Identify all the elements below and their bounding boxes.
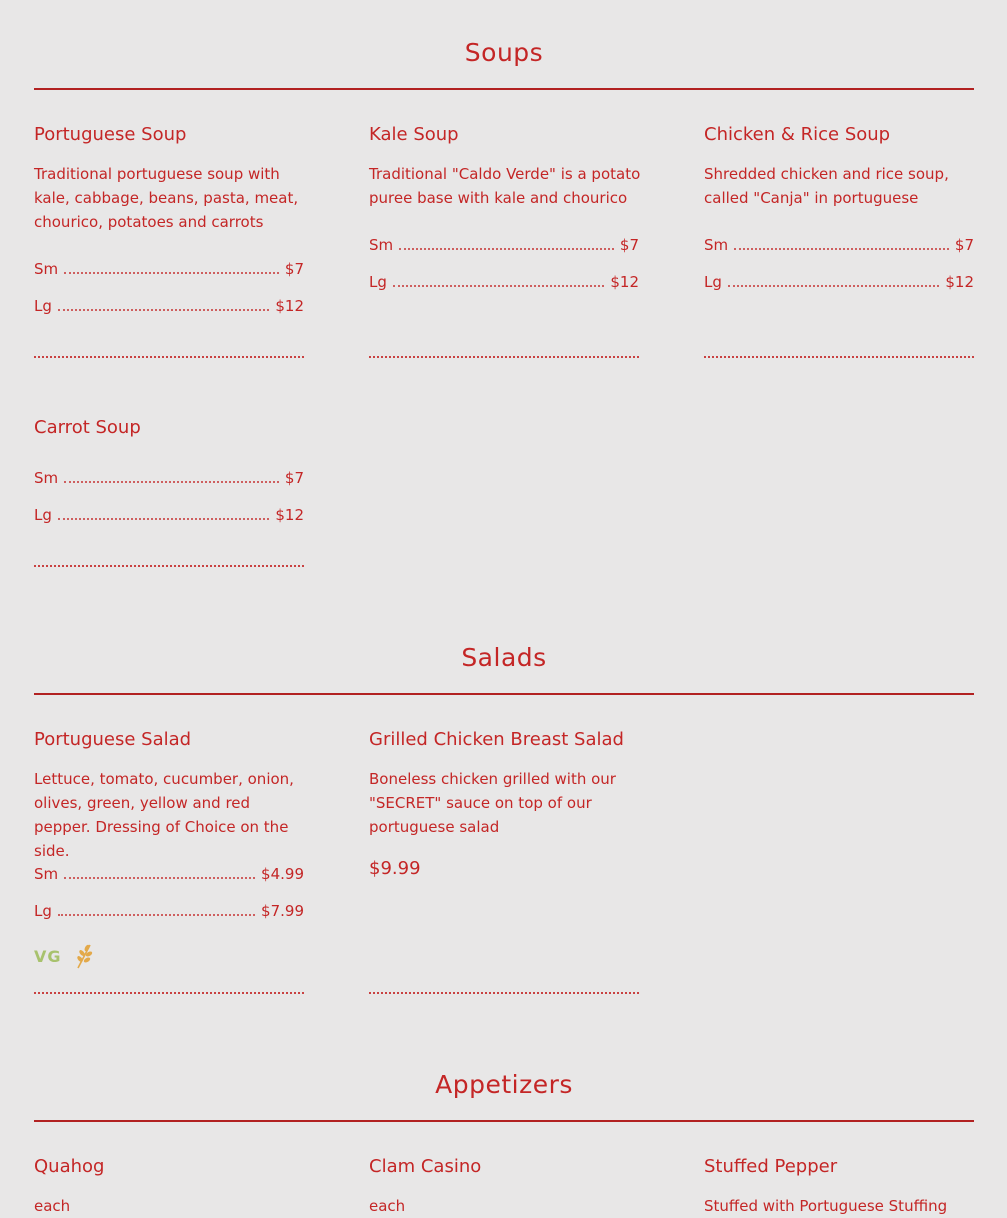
size-label: Sm [34,865,59,883]
item-separator [704,356,974,358]
price: $12 [610,273,639,291]
item-description: each [369,1197,406,1215]
dot-leader [64,469,279,483]
size-label: Lg [369,273,387,291]
price: $7 [284,260,304,278]
dot-leader [58,297,269,311]
size-label: Sm [704,236,729,254]
dot-leader [734,236,949,250]
price-row-lg [34,902,304,922]
price-row-sm [369,236,639,256]
size-label: Lg [34,902,52,920]
price: $12 [275,506,304,524]
section-title: Appetizers [435,1070,573,1099]
section-title: Soups [464,38,544,67]
dot-leader [393,273,604,287]
item-name: Portuguese Soup [34,124,187,145]
item-description: Boneless chicken grilled with our "SECRET" sauce on top of our portuguese salad [369,770,616,836]
price-row-lg [34,506,304,526]
dot-leader [728,273,939,287]
price: $12 [945,273,974,291]
wheat-icon [74,942,94,970]
item-description: Lettuce, tomato, cucumber, onion, olives, green, yellow and red pepper. Dressing of Choice on the side. [34,770,294,860]
item-description: Stuffed with Portuguese Stuffing [704,1197,948,1215]
price-row-lg [369,273,639,293]
section-divider [34,693,974,695]
price-row-sm [704,236,974,256]
item-separator [34,565,304,567]
price: $7.99 [261,902,304,920]
size-label: Lg [34,506,52,524]
price: $7 [284,469,304,487]
price-row-sm [34,260,304,280]
price: $7 [619,236,639,254]
item-name: Quahog [34,1156,105,1177]
size-label: Sm [34,260,59,278]
section-divider [34,88,974,90]
price-row-lg [34,297,304,317]
item-description: each [34,1197,71,1215]
item-name: Clam Casino [369,1156,482,1177]
price: $9.99 [369,858,421,879]
dot-leader [64,865,255,879]
item-name: Stuffed Pepper [704,1156,838,1177]
size-label: Sm [34,469,59,487]
item-name: Portuguese Salad [34,729,192,750]
item-description: Shredded chicken and rice soup, called "Canja" in portuguese [704,165,949,207]
dot-leader [64,260,279,274]
item-name: Kale Soup [369,124,459,145]
item-name: Grilled Chicken Breast Salad [369,729,624,750]
price-row-sm [34,469,304,489]
item-separator [34,356,304,358]
price-row-lg [704,273,974,293]
size-label: Lg [34,297,52,315]
size-label: Sm [369,236,394,254]
vegan-badge: VG [34,946,62,966]
price: $7 [954,236,974,254]
item-description: Traditional "Caldo Verde" is a potato puree base with kale and chourico [369,165,641,207]
item-separator [369,992,639,994]
dot-leader [58,902,255,916]
dietary-badges [34,942,94,970]
price: $12 [275,297,304,315]
section-divider [34,1120,974,1122]
item-separator [369,356,639,358]
item-separator [34,992,304,994]
item-name: Carrot Soup [34,417,141,438]
item-name: Chicken & Rice Soup [704,124,891,145]
size-label: Lg [704,273,722,291]
price: $4.99 [261,865,304,883]
section-title: Salads [461,643,547,672]
dot-leader [399,236,614,250]
price-row-sm [34,865,304,885]
dot-leader [58,506,269,520]
item-description: Traditional portuguese soup with kale, cabbage, beans, pasta, meat, chourico, potatoes and carrots [34,165,299,231]
